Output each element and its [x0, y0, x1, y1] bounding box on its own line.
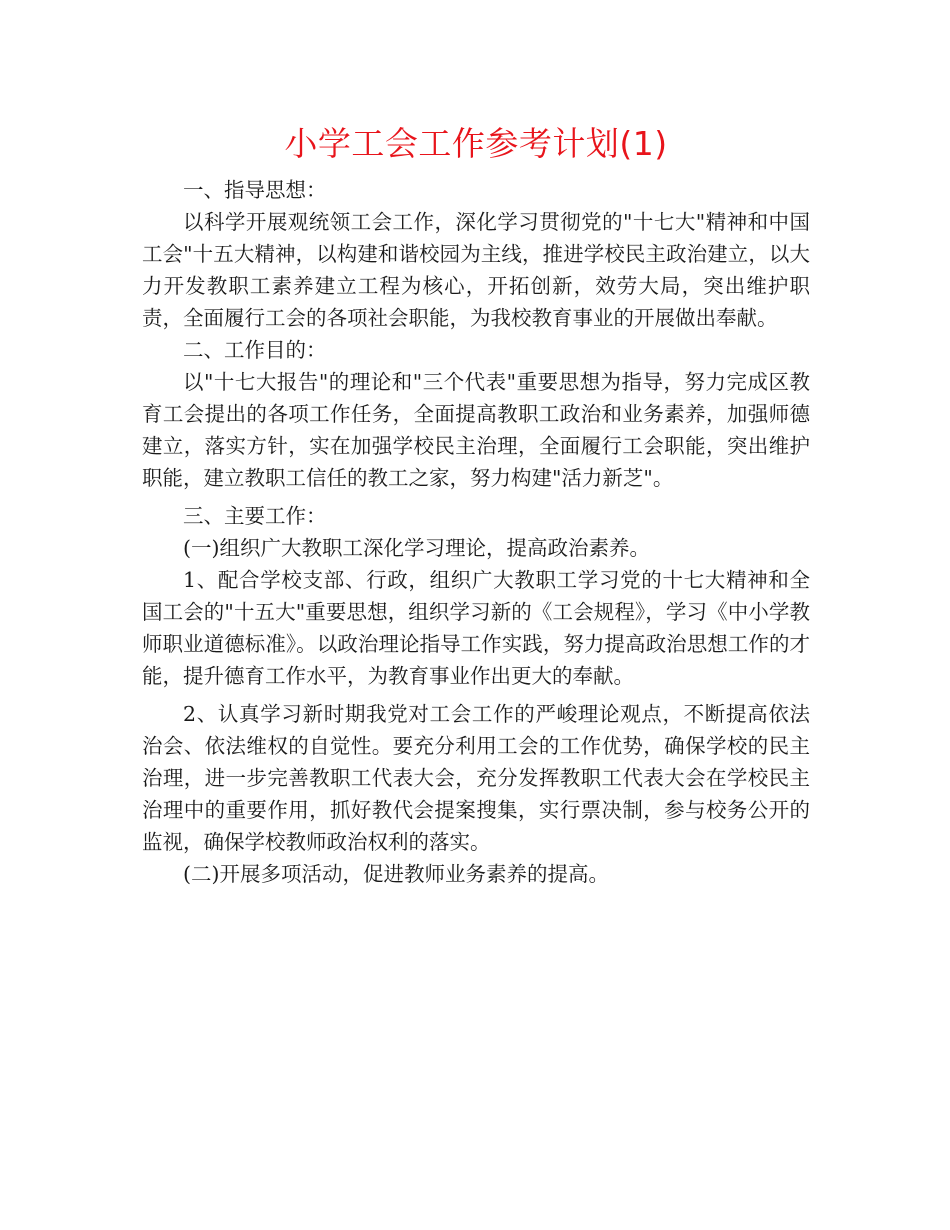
document-title: 小学工会工作参考计划(1)	[284, 124, 668, 163]
paragraph-item-1: 1、配合学校支部、行政，组织广大教职工学习党的十七大精神和全国工会的"十五大"重要思想，组织学习新的《工会规程》，学习《中小学教师职业道德标准》。以政治理论指导工作实践，努力提高政治思想工作的才能，提升德育工作水平，为教育事业作出更大的奉献。	[142, 568, 810, 688]
subsection-heading-activities: (二)开展多项活动，促进教师业务素养的提高。	[183, 862, 609, 886]
paragraph-guiding-thought: 以科学开展观统领工会工作，深化学习贯彻党的"十七大"精神和中国工会"十五大精神，以构建和谐校园为主线，推进学校民主政治建立，以大力开发教职工素养建立工程为核心，开拓创新，效劳大局，突出维护职责，全面履行工会的各项社会职能，为我校教育事业的开展做出奉献。	[142, 210, 810, 330]
paragraph-work-goal: 以"十七大报告"的理论和"三个代表"重要思想为指导，努力完成区教育工会提出的各项工作任务，全面提高教职工政治和业务素养，加强师德建立，落实方针，实在加强学校民主治理，全面履行工会职能，突出维护职能，建立教职工信任的教工之家，努力构建"活力新芝"。	[142, 370, 810, 490]
section-heading-main-work: 三、主要工作：	[183, 504, 327, 528]
subsection-heading-study-theory: (一)组织广大教职工深化学习理论，提高政治素养。	[183, 536, 650, 560]
paragraph-item-2: 2、认真学习新时期我党对工会工作的严峻理论观点，不断提高依法治会、依法维权的自觉性。要充分利用工会的工作优势，确保学校的民主治理，进一步完善教职工代表大会，充分发挥教职工代表大会在学校民主治理中的重要作用，抓好教代会提案搜集，实行票决制，参与校务公开的监视，确保学校教师政治权利的落实。	[142, 702, 810, 854]
section-heading-guiding-thought: 一、指导思想：	[183, 178, 327, 202]
section-heading-work-goal: 二、工作目的：	[183, 338, 327, 362]
